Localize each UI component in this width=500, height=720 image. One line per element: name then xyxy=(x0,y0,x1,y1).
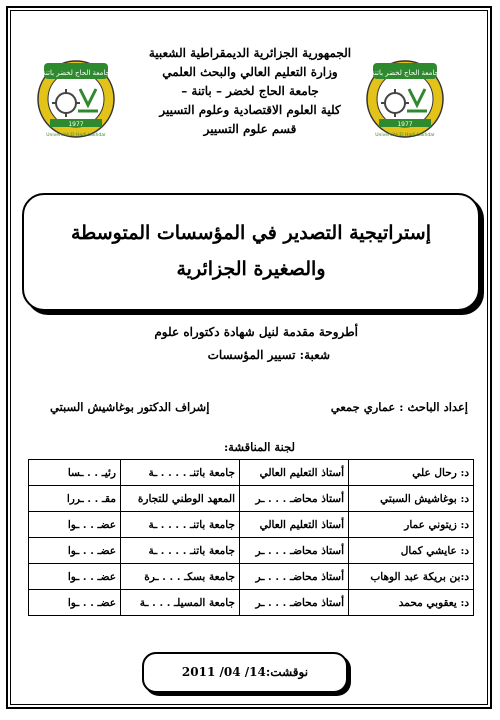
defense-date-box xyxy=(142,652,348,693)
jury-role: عضـ . . ـوا xyxy=(29,590,121,616)
faculty-name: كلية العلوم الاقتصادية وعلوم التسيير xyxy=(159,103,341,117)
jury-name: د: عايشي كمال xyxy=(349,538,474,564)
author-line: إعداد الباحث : عماري جمعي xyxy=(330,400,468,414)
jury-rank: أستاذ محاضـ . . . ـر xyxy=(240,486,349,512)
jury-role: مقـ . . ـررا xyxy=(29,486,121,512)
jury-role: عضـ . . ـوا xyxy=(29,538,121,564)
jury-role: عضـ . . ـوا xyxy=(29,512,121,538)
jury-institution: جامعة المسيلـ . . . ـة xyxy=(121,590,240,616)
republic-name: الجمهورية الجزائرية الديمقراطية الشعبية xyxy=(148,46,352,60)
jury-institution: جامعة باتنـ . . . . ـة xyxy=(121,460,240,486)
ministry-name: وزارة التعليم العالي والبحث العلمي xyxy=(162,65,338,79)
defense-date: نوقشت:14/ 04/ 2011 xyxy=(181,665,309,679)
svg-text:1977: 1977 xyxy=(397,121,413,128)
svg-text:Université El Hadj Lakhdar: Université El Hadj Lakhdar xyxy=(46,133,106,138)
thesis-title: إستراتيجية التصدير في المؤسسات المتوسطة والصغيرة الجزائرية xyxy=(70,222,431,280)
university-name: جامعة الحاج لخضر – باتنة – xyxy=(181,84,319,98)
table-row xyxy=(29,486,474,512)
jury-institution: المعهد الوطني للتجارة xyxy=(121,486,240,512)
jury-rank: أستاذ محاضـ . . . ـر xyxy=(240,564,349,590)
jury-institution: جامعة باتنـ . . . . ـة xyxy=(121,538,240,564)
jury-name: د: يعقوبي محمد xyxy=(349,590,474,616)
institution-header xyxy=(0,44,500,139)
jury-institution: جامعة بسكـ . . . ـرة xyxy=(121,564,240,590)
svg-text:1977: 1977 xyxy=(68,121,84,128)
svg-text:جامعة الحاج لخضر باتنة: جامعة الحاج لخضر باتنة xyxy=(371,69,439,77)
table-row xyxy=(29,512,474,538)
jury-name: د: رحال علي xyxy=(349,460,474,486)
table-row xyxy=(29,460,474,486)
thesis-degree: أطروحة مقدمة لنيل شهادة دكتوراه علوم xyxy=(154,325,358,339)
thesis-title-box xyxy=(22,193,480,311)
jury-name: د: زيتوني عمار xyxy=(349,512,474,538)
table-row xyxy=(29,590,474,616)
jury-rank: أستاذ محاضـ . . . ـر xyxy=(240,538,349,564)
jury-role: عضـ . . ـوا xyxy=(29,564,121,590)
jury-role: رئيـ . . ـسا xyxy=(29,460,121,486)
thesis-specialty: شعبة: تسيير المؤسسات xyxy=(207,348,330,362)
department-name: قسم علوم التسيير xyxy=(203,122,297,136)
jury-institution: جامعة باتنـ . . . . ـة xyxy=(121,512,240,538)
jury-name: د: بوغاشيش السبتي xyxy=(349,486,474,512)
jury-label: لجنة المناقشة: xyxy=(223,440,295,454)
jury-rank: أستاذ محاضـ . . . ـر xyxy=(240,590,349,616)
jury-table xyxy=(28,459,474,616)
jury-rank: أستاذ التعليم العالي xyxy=(240,512,349,538)
jury-rank: أستاذ التعليم العالي xyxy=(240,460,349,486)
table-row xyxy=(29,538,474,564)
table-row xyxy=(29,564,474,590)
svg-text:Université El Hadj Lakhdar: Université El Hadj Lakhdar xyxy=(375,133,435,138)
svg-text:جامعة الحاج لخضر باتنة: جامعة الحاج لخضر باتنة xyxy=(42,69,110,77)
supervisor-line: إشراف الدكتور بوغاشيش السبتي xyxy=(50,400,210,414)
jury-name: د:بن بريكة عبد الوهاب xyxy=(349,564,474,590)
